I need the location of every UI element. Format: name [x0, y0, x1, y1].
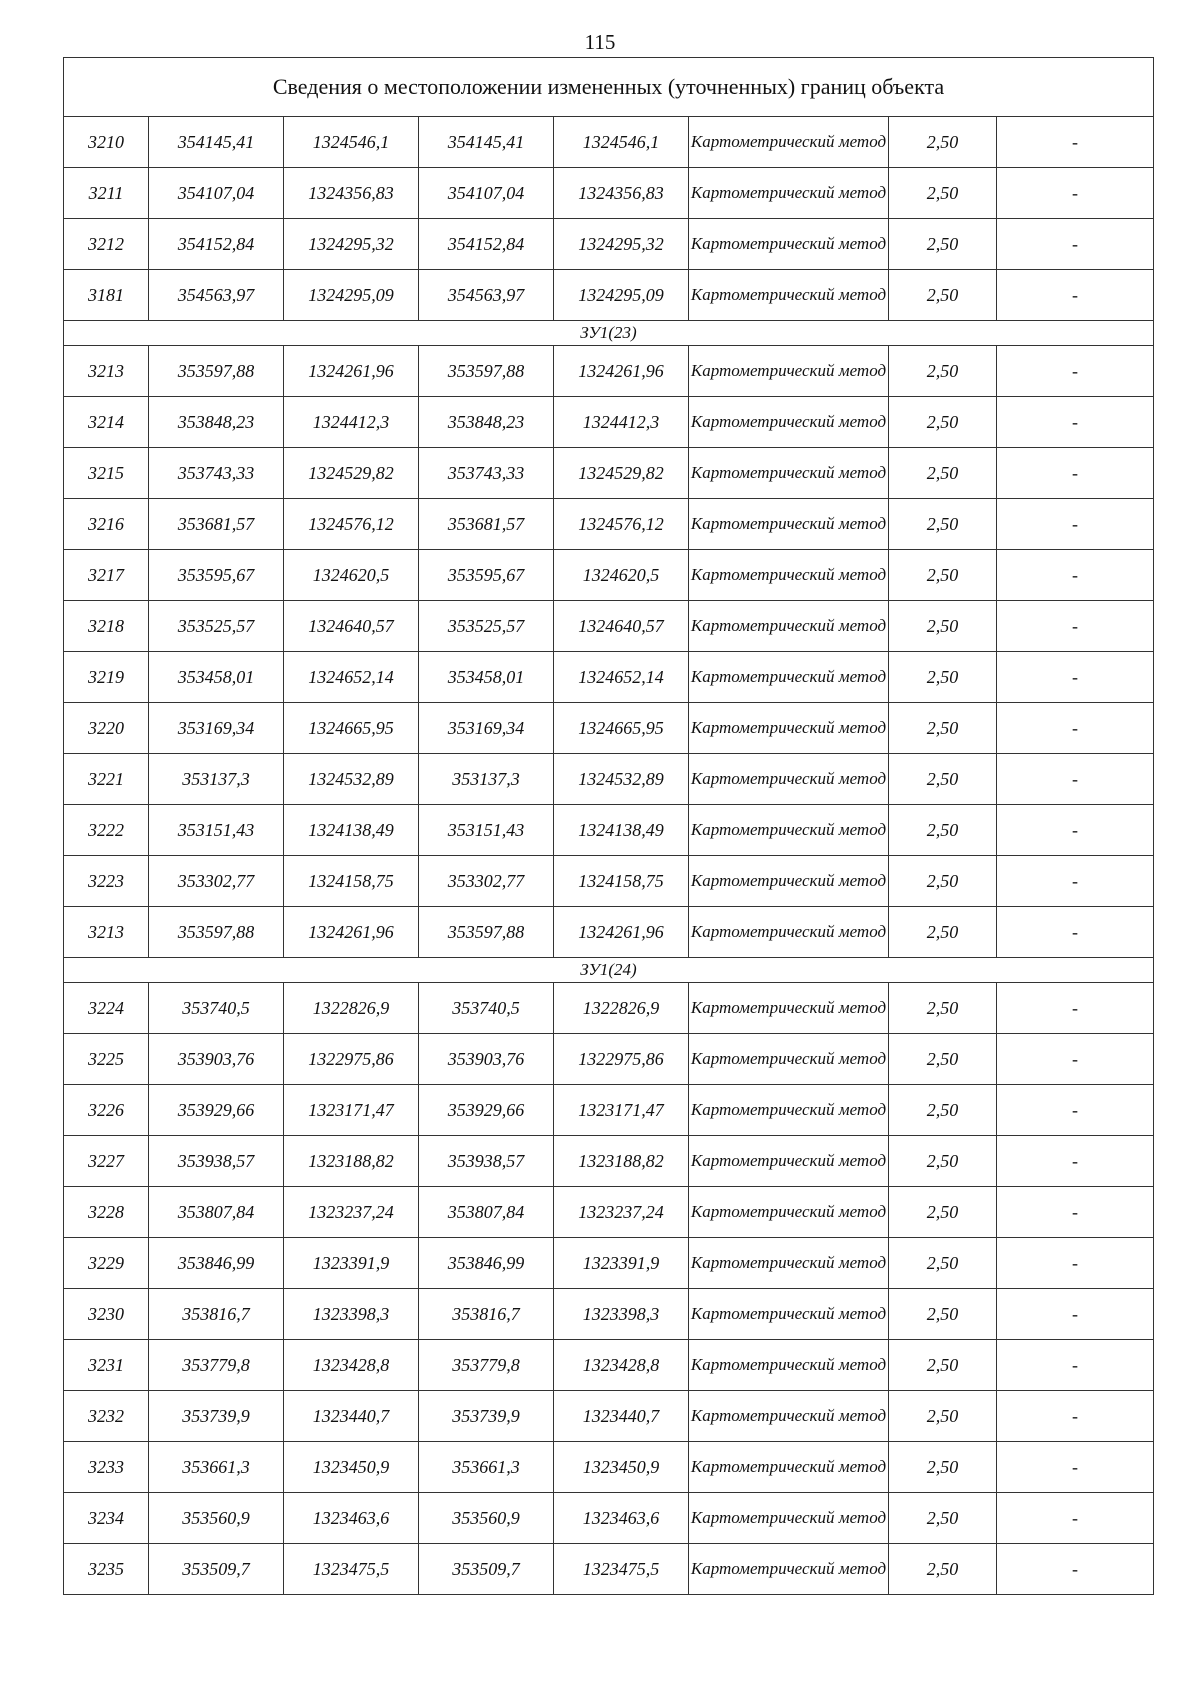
point-number-cell: 3214 [64, 397, 149, 448]
x-old-cell: 353816,7 [149, 1289, 284, 1340]
precision-cell: 2,50 [889, 1340, 997, 1391]
method-cell: Картометрический метод [689, 805, 889, 856]
table-row [64, 907, 1154, 958]
table-row [64, 219, 1154, 270]
x-new-cell: 353740,5 [419, 983, 554, 1034]
precision-cell: 2,50 [889, 703, 997, 754]
point-number-cell: 3229 [64, 1238, 149, 1289]
y-old-cell: 1323463,6 [284, 1493, 419, 1544]
description-cell: - [997, 652, 1154, 703]
x-old-cell: 353302,77 [149, 856, 284, 907]
table-row [64, 1085, 1154, 1136]
precision-cell: 2,50 [889, 550, 997, 601]
table-row [64, 601, 1154, 652]
precision-cell: 2,50 [889, 168, 997, 219]
x-new-cell: 353779,8 [419, 1340, 554, 1391]
y-new-cell: 1324412,3 [554, 397, 689, 448]
table-row [64, 1493, 1154, 1544]
precision-cell: 2,50 [889, 652, 997, 703]
table-row [64, 346, 1154, 397]
boundary-coordinates-table [63, 57, 1154, 1595]
table-row [64, 1187, 1154, 1238]
y-new-cell: 1324138,49 [554, 805, 689, 856]
x-new-cell: 353661,3 [419, 1442, 554, 1493]
y-old-cell: 1324546,1 [284, 117, 419, 168]
x-old-cell: 353903,76 [149, 1034, 284, 1085]
description-cell: - [997, 397, 1154, 448]
table-row [64, 499, 1154, 550]
method-cell: Картометрический метод [689, 1136, 889, 1187]
precision-cell: 2,50 [889, 1136, 997, 1187]
y-new-cell: 1323450,9 [554, 1442, 689, 1493]
x-new-cell: 353525,57 [419, 601, 554, 652]
description-cell: - [997, 1085, 1154, 1136]
x-old-cell: 353807,84 [149, 1187, 284, 1238]
y-new-cell: 1324295,32 [554, 219, 689, 270]
method-cell: Картометрический метод [689, 1085, 889, 1136]
description-cell: - [997, 983, 1154, 1034]
y-new-cell: 1324620,5 [554, 550, 689, 601]
precision-cell: 2,50 [889, 448, 997, 499]
table-row [64, 397, 1154, 448]
x-new-cell: 353458,01 [419, 652, 554, 703]
method-cell: Картометрический метод [689, 652, 889, 703]
y-new-cell: 1323391,9 [554, 1238, 689, 1289]
y-new-cell: 1323440,7 [554, 1391, 689, 1442]
x-old-cell: 353458,01 [149, 652, 284, 703]
precision-cell: 2,50 [889, 270, 997, 321]
x-old-cell: 353929,66 [149, 1085, 284, 1136]
precision-cell: 2,50 [889, 1187, 997, 1238]
y-old-cell: 1324620,5 [284, 550, 419, 601]
point-number-cell: 3231 [64, 1340, 149, 1391]
x-new-cell: 353739,9 [419, 1391, 554, 1442]
y-new-cell: 1324576,12 [554, 499, 689, 550]
method-cell: Картометрический метод [689, 1544, 889, 1595]
x-new-cell: 353595,67 [419, 550, 554, 601]
method-cell: Картометрический метод [689, 703, 889, 754]
y-old-cell: 1323391,9 [284, 1238, 419, 1289]
precision-cell: 2,50 [889, 601, 997, 652]
table-row [64, 1034, 1154, 1085]
x-old-cell: 353739,9 [149, 1391, 284, 1442]
point-number-cell: 3213 [64, 907, 149, 958]
description-cell: - [997, 856, 1154, 907]
x-old-cell: 353509,7 [149, 1544, 284, 1595]
description-cell: - [997, 1544, 1154, 1595]
x-old-cell: 353848,23 [149, 397, 284, 448]
description-cell: - [997, 1340, 1154, 1391]
x-old-cell: 354563,97 [149, 270, 284, 321]
y-new-cell: 1324532,89 [554, 754, 689, 805]
group-label: ЗУ1(23) [64, 321, 1154, 346]
x-old-cell: 353169,34 [149, 703, 284, 754]
table-row [64, 983, 1154, 1034]
x-new-cell: 353929,66 [419, 1085, 554, 1136]
y-new-cell: 1323463,6 [554, 1493, 689, 1544]
y-old-cell: 1323171,47 [284, 1085, 419, 1136]
method-cell: Картометрический метод [689, 397, 889, 448]
precision-cell: 2,50 [889, 1238, 997, 1289]
group-header-row [64, 321, 1154, 346]
method-cell: Картометрический метод [689, 1187, 889, 1238]
table-row [64, 805, 1154, 856]
description-cell: - [997, 754, 1154, 805]
precision-cell: 2,50 [889, 1085, 997, 1136]
x-old-cell: 353779,8 [149, 1340, 284, 1391]
x-new-cell: 353137,3 [419, 754, 554, 805]
description-cell: - [997, 499, 1154, 550]
point-number-cell: 3210 [64, 117, 149, 168]
y-new-cell: 1323237,24 [554, 1187, 689, 1238]
y-old-cell: 1324138,49 [284, 805, 419, 856]
y-old-cell: 1324665,95 [284, 703, 419, 754]
x-old-cell: 353595,67 [149, 550, 284, 601]
x-new-cell: 354152,84 [419, 219, 554, 270]
point-number-cell: 3232 [64, 1391, 149, 1442]
y-new-cell: 1324158,75 [554, 856, 689, 907]
table-row [64, 550, 1154, 601]
point-number-cell: 3215 [64, 448, 149, 499]
method-cell: Картометрический метод [689, 1034, 889, 1085]
point-number-cell: 3228 [64, 1187, 149, 1238]
precision-cell: 2,50 [889, 1493, 997, 1544]
y-new-cell: 1322975,86 [554, 1034, 689, 1085]
x-old-cell: 353681,57 [149, 499, 284, 550]
precision-cell: 2,50 [889, 219, 997, 270]
x-old-cell: 353597,88 [149, 346, 284, 397]
point-number-cell: 3225 [64, 1034, 149, 1085]
description-cell: - [997, 346, 1154, 397]
x-new-cell: 354145,41 [419, 117, 554, 168]
description-cell: - [997, 1289, 1154, 1340]
description-cell: - [997, 1187, 1154, 1238]
method-cell: Картометрический метод [689, 550, 889, 601]
x-new-cell: 353509,7 [419, 1544, 554, 1595]
point-number-cell: 3234 [64, 1493, 149, 1544]
description-cell: - [997, 1034, 1154, 1085]
table-title: Сведения о местоположении измененных (уточненных) границ объекта [64, 58, 1154, 117]
precision-cell: 2,50 [889, 1442, 997, 1493]
x-old-cell: 354145,41 [149, 117, 284, 168]
x-old-cell: 354152,84 [149, 219, 284, 270]
y-new-cell: 1324546,1 [554, 117, 689, 168]
table-title-row [64, 58, 1154, 117]
method-cell: Картометрический метод [689, 1493, 889, 1544]
y-old-cell: 1324295,32 [284, 219, 419, 270]
table-row [64, 652, 1154, 703]
x-new-cell: 353681,57 [419, 499, 554, 550]
y-old-cell: 1323428,8 [284, 1340, 419, 1391]
x-new-cell: 354563,97 [419, 270, 554, 321]
y-old-cell: 1324640,57 [284, 601, 419, 652]
table-row [64, 1391, 1154, 1442]
method-cell: Картометрический метод [689, 601, 889, 652]
precision-cell: 2,50 [889, 983, 997, 1034]
table-row [64, 448, 1154, 499]
y-old-cell: 1324529,82 [284, 448, 419, 499]
y-new-cell: 1323188,82 [554, 1136, 689, 1187]
x-old-cell: 353740,5 [149, 983, 284, 1034]
y-new-cell: 1324529,82 [554, 448, 689, 499]
y-old-cell: 1323188,82 [284, 1136, 419, 1187]
y-old-cell: 1324158,75 [284, 856, 419, 907]
y-old-cell: 1324261,96 [284, 346, 419, 397]
table-row [64, 1544, 1154, 1595]
method-cell: Картометрический метод [689, 907, 889, 958]
point-number-cell: 3217 [64, 550, 149, 601]
method-cell: Картометрический метод [689, 1340, 889, 1391]
table-row [64, 1289, 1154, 1340]
x-new-cell: 353597,88 [419, 907, 554, 958]
precision-cell: 2,50 [889, 754, 997, 805]
y-new-cell: 1323171,47 [554, 1085, 689, 1136]
method-cell: Картометрический метод [689, 1391, 889, 1442]
x-new-cell: 353938,57 [419, 1136, 554, 1187]
table-row [64, 117, 1154, 168]
method-cell: Картометрический метод [689, 1442, 889, 1493]
y-new-cell: 1324665,95 [554, 703, 689, 754]
y-old-cell: 1323398,3 [284, 1289, 419, 1340]
description-cell: - [997, 703, 1154, 754]
y-new-cell: 1322826,9 [554, 983, 689, 1034]
method-cell: Картометрический метод [689, 117, 889, 168]
y-old-cell: 1324261,96 [284, 907, 419, 958]
description-cell: - [997, 601, 1154, 652]
x-old-cell: 354107,04 [149, 168, 284, 219]
y-old-cell: 1324652,14 [284, 652, 419, 703]
method-cell: Картометрический метод [689, 1238, 889, 1289]
x-old-cell: 353560,9 [149, 1493, 284, 1544]
method-cell: Картометрический метод [689, 754, 889, 805]
description-cell: - [997, 168, 1154, 219]
x-new-cell: 353816,7 [419, 1289, 554, 1340]
x-new-cell: 353807,84 [419, 1187, 554, 1238]
x-new-cell: 353846,99 [419, 1238, 554, 1289]
page-number: 115 [584, 30, 616, 54]
description-cell: - [997, 1238, 1154, 1289]
precision-cell: 2,50 [889, 1544, 997, 1595]
y-old-cell: 1323237,24 [284, 1187, 419, 1238]
x-new-cell: 353560,9 [419, 1493, 554, 1544]
x-new-cell: 353903,76 [419, 1034, 554, 1085]
precision-cell: 2,50 [889, 397, 997, 448]
point-number-cell: 3219 [64, 652, 149, 703]
description-cell: - [997, 550, 1154, 601]
description-cell: - [997, 1136, 1154, 1187]
y-old-cell: 1323450,9 [284, 1442, 419, 1493]
description-cell: - [997, 1391, 1154, 1442]
point-number-cell: 3181 [64, 270, 149, 321]
x-new-cell: 353151,43 [419, 805, 554, 856]
point-number-cell: 3226 [64, 1085, 149, 1136]
description-cell: - [997, 907, 1154, 958]
x-old-cell: 353661,3 [149, 1442, 284, 1493]
method-cell: Картометрический метод [689, 856, 889, 907]
y-old-cell: 1324356,83 [284, 168, 419, 219]
point-number-cell: 3211 [64, 168, 149, 219]
table-row [64, 703, 1154, 754]
precision-cell: 2,50 [889, 346, 997, 397]
method-cell: Картометрический метод [689, 346, 889, 397]
x-new-cell: 353302,77 [419, 856, 554, 907]
y-new-cell: 1323398,3 [554, 1289, 689, 1340]
y-old-cell: 1322975,86 [284, 1034, 419, 1085]
point-number-cell: 3230 [64, 1289, 149, 1340]
y-new-cell: 1324261,96 [554, 346, 689, 397]
point-number-cell: 3227 [64, 1136, 149, 1187]
y-old-cell: 1323475,5 [284, 1544, 419, 1595]
description-cell: - [997, 1442, 1154, 1493]
table-row [64, 1238, 1154, 1289]
x-old-cell: 353597,88 [149, 907, 284, 958]
precision-cell: 2,50 [889, 1034, 997, 1085]
x-old-cell: 353525,57 [149, 601, 284, 652]
table-row [64, 1442, 1154, 1493]
method-cell: Картометрический метод [689, 499, 889, 550]
table-row [64, 1136, 1154, 1187]
description-cell: - [997, 448, 1154, 499]
x-old-cell: 353151,43 [149, 805, 284, 856]
y-new-cell: 1324640,57 [554, 601, 689, 652]
point-number-cell: 3212 [64, 219, 149, 270]
method-cell: Картометрический метод [689, 983, 889, 1034]
x-new-cell: 354107,04 [419, 168, 554, 219]
table-row [64, 270, 1154, 321]
description-cell: - [997, 1493, 1154, 1544]
y-old-cell: 1324532,89 [284, 754, 419, 805]
point-number-cell: 3224 [64, 983, 149, 1034]
y-new-cell: 1323428,8 [554, 1340, 689, 1391]
y-new-cell: 1324652,14 [554, 652, 689, 703]
method-cell: Картометрический метод [689, 1289, 889, 1340]
x-old-cell: 353137,3 [149, 754, 284, 805]
point-number-cell: 3216 [64, 499, 149, 550]
point-number-cell: 3233 [64, 1442, 149, 1493]
x-old-cell: 353938,57 [149, 1136, 284, 1187]
y-old-cell: 1323440,7 [284, 1391, 419, 1442]
precision-cell: 2,50 [889, 499, 997, 550]
point-number-cell: 3222 [64, 805, 149, 856]
y-new-cell: 1323475,5 [554, 1544, 689, 1595]
x-new-cell: 353743,33 [419, 448, 554, 499]
point-number-cell: 3221 [64, 754, 149, 805]
table-row [64, 168, 1154, 219]
point-number-cell: 3235 [64, 1544, 149, 1595]
y-old-cell: 1324576,12 [284, 499, 419, 550]
table-row [64, 754, 1154, 805]
method-cell: Картометрический метод [689, 448, 889, 499]
y-new-cell: 1324295,09 [554, 270, 689, 321]
table-row [64, 1340, 1154, 1391]
point-number-cell: 3213 [64, 346, 149, 397]
table-row [64, 856, 1154, 907]
point-number-cell: 3220 [64, 703, 149, 754]
x-new-cell: 353848,23 [419, 397, 554, 448]
precision-cell: 2,50 [889, 117, 997, 168]
description-cell: - [997, 219, 1154, 270]
precision-cell: 2,50 [889, 1391, 997, 1442]
point-number-cell: 3223 [64, 856, 149, 907]
precision-cell: 2,50 [889, 907, 997, 958]
precision-cell: 2,50 [889, 856, 997, 907]
method-cell: Картометрический метод [689, 219, 889, 270]
group-header-row [64, 958, 1154, 983]
description-cell: - [997, 270, 1154, 321]
y-new-cell: 1324356,83 [554, 168, 689, 219]
y-old-cell: 1322826,9 [284, 983, 419, 1034]
x-old-cell: 353846,99 [149, 1238, 284, 1289]
y-old-cell: 1324295,09 [284, 270, 419, 321]
point-number-cell: 3218 [64, 601, 149, 652]
x-new-cell: 353597,88 [419, 346, 554, 397]
x-old-cell: 353743,33 [149, 448, 284, 499]
x-new-cell: 353169,34 [419, 703, 554, 754]
method-cell: Картометрический метод [689, 270, 889, 321]
y-new-cell: 1324261,96 [554, 907, 689, 958]
precision-cell: 2,50 [889, 805, 997, 856]
precision-cell: 2,50 [889, 1289, 997, 1340]
y-old-cell: 1324412,3 [284, 397, 419, 448]
description-cell: - [997, 117, 1154, 168]
method-cell: Картометрический метод [689, 168, 889, 219]
group-label: ЗУ1(24) [64, 958, 1154, 983]
description-cell: - [997, 805, 1154, 856]
